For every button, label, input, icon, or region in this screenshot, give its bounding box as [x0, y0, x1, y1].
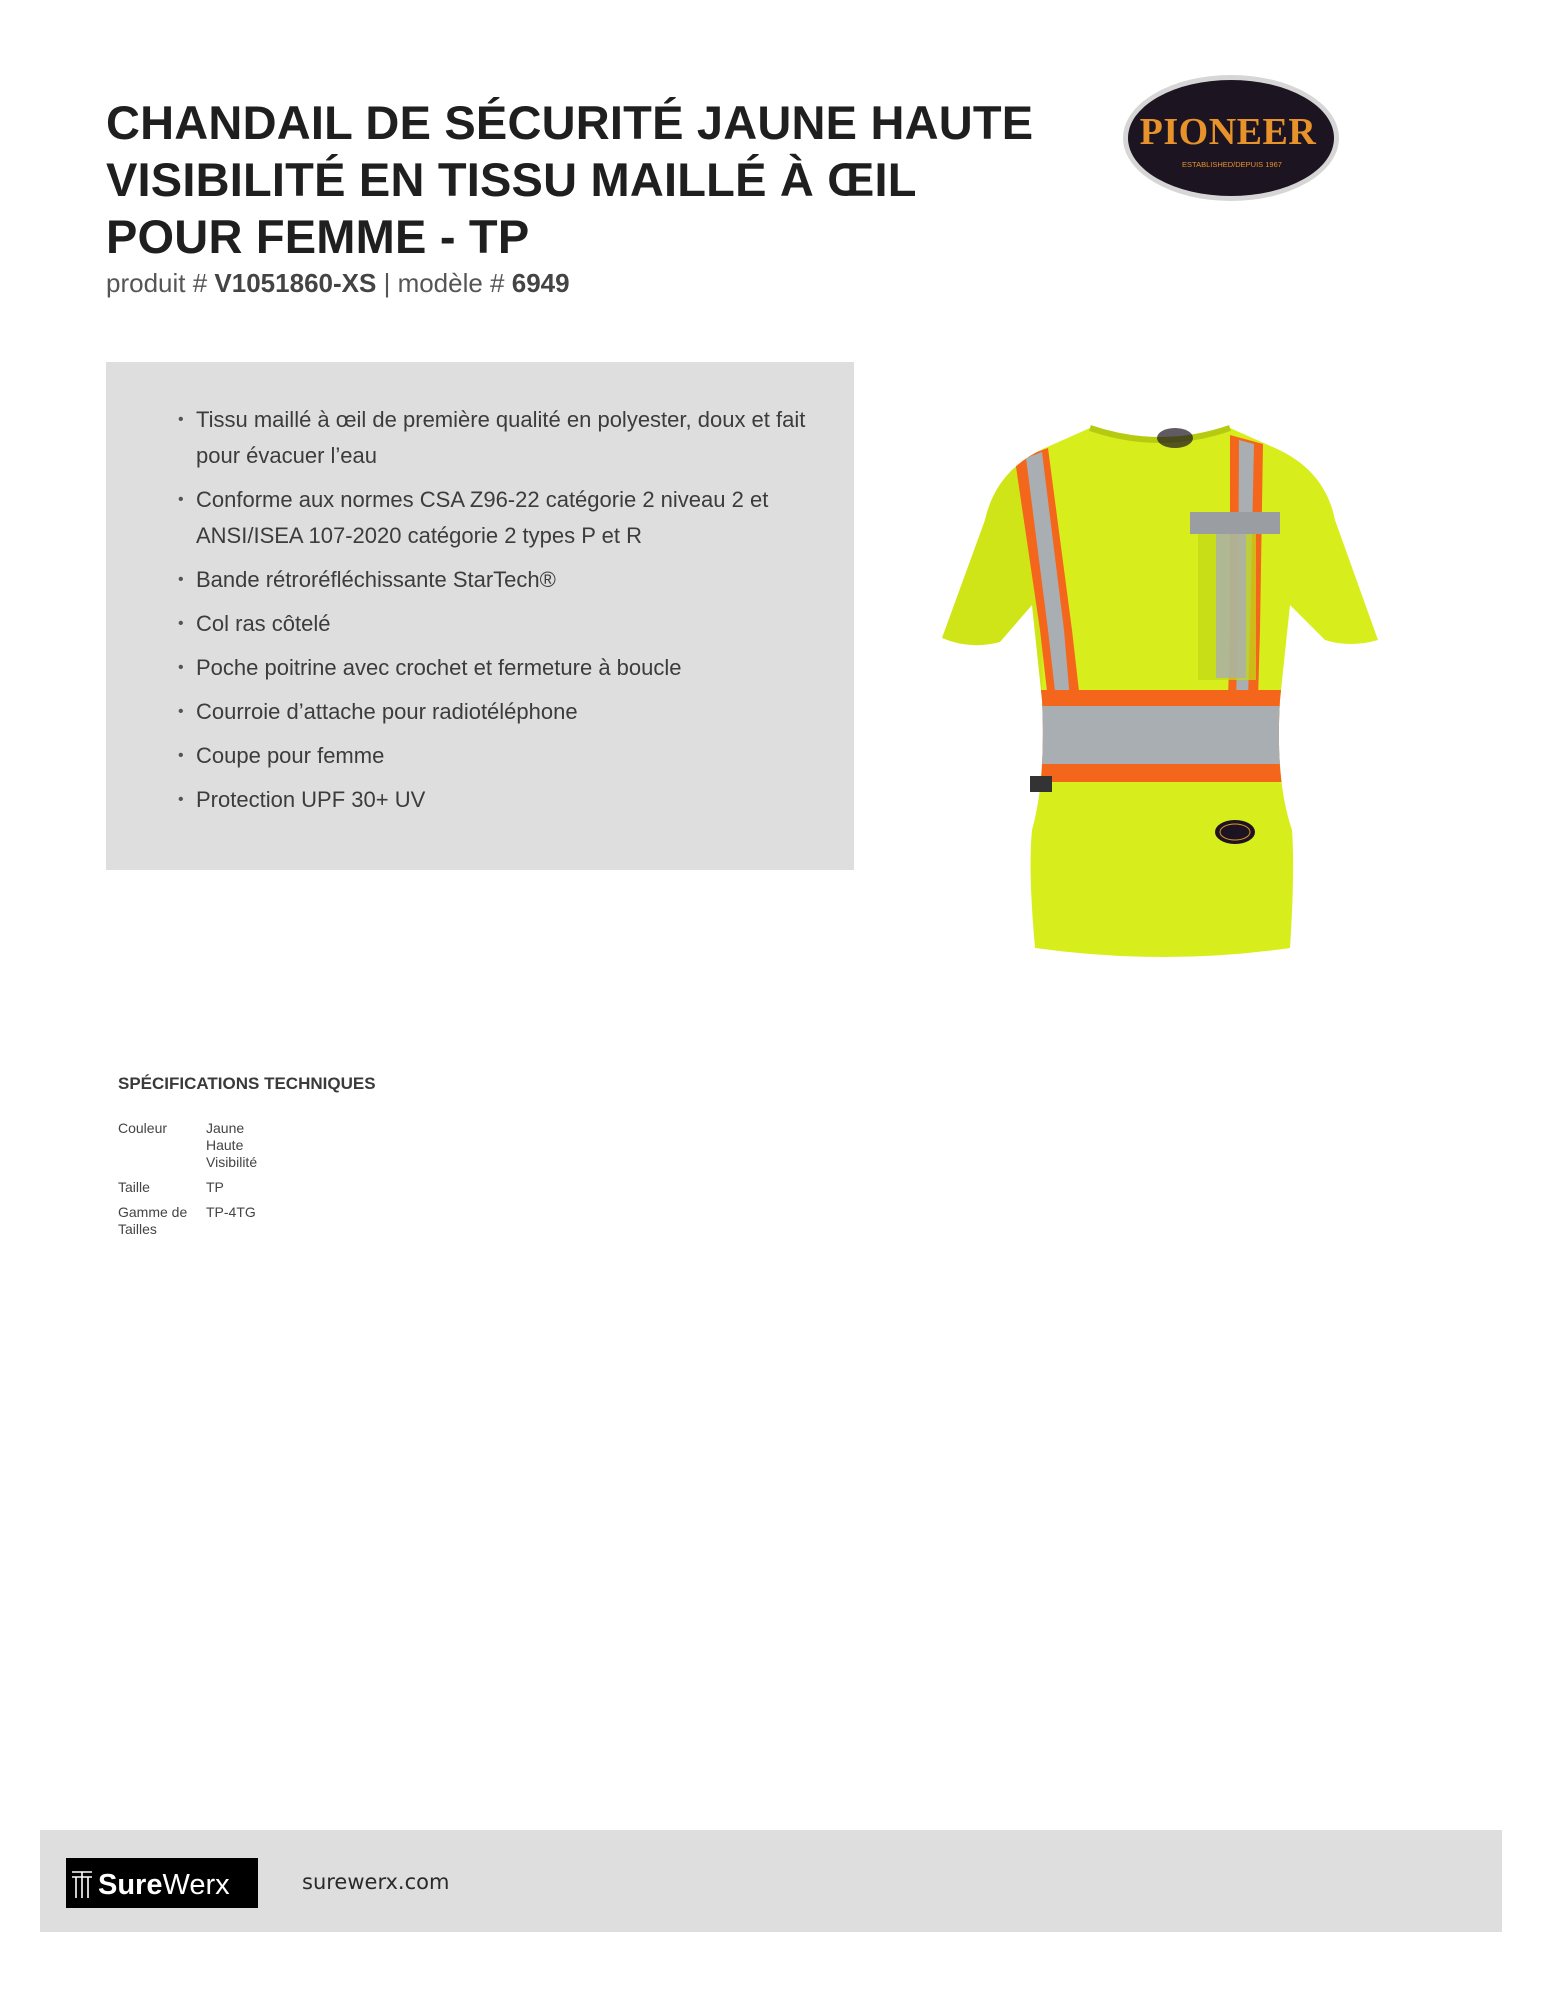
- spec-key: Taille: [118, 1179, 150, 1195]
- feature-item: • Courroie d’attache pour radiotéléphone: [178, 694, 818, 730]
- table-row: [118, 1120, 276, 1179]
- features-panel: [106, 362, 854, 870]
- feature-item: • Protection UPF 30+ UV: [178, 782, 818, 818]
- title-line-1: CHANDAIL DE SÉCURITÉ JAUNE HAUTE: [106, 96, 1034, 149]
- pioneer-logo: [1120, 72, 1342, 209]
- bullet-icon: •: [178, 747, 184, 764]
- feature-item: • Poche poitrine avec crochet et fermeture à boucle: [178, 650, 818, 686]
- feature-item: • Conforme aux normes CSA Z96-22 catégorie 2 niveau 2 et ANSI/ISEA 107-2020 catégorie 2 types P et R: [178, 482, 818, 554]
- surewerx-logo: [66, 1858, 258, 1913]
- feature-item: • Col ras côtelé: [178, 606, 818, 642]
- identifier-separator: |: [383, 268, 391, 298]
- bullet-icon: •: [178, 411, 184, 428]
- bullet-icon: •: [178, 571, 184, 588]
- table-row: [118, 1179, 276, 1204]
- title-line-3: POUR FEMME - TP: [106, 210, 530, 263]
- table-row: [118, 1204, 276, 1246]
- spec-value: TP: [206, 1179, 224, 1195]
- pioneer-logo-tagline: ESTABLISHED/DEPUIS 1967: [1182, 160, 1282, 169]
- bullet-icon: •: [178, 659, 184, 676]
- spec-value: TP-4TG: [206, 1204, 256, 1220]
- product-number: V1051860-XS: [214, 268, 377, 298]
- spec-key: Gamme de Tailles: [118, 1204, 188, 1237]
- spec-key: Couleur: [118, 1120, 168, 1136]
- side-tag: [1030, 776, 1052, 792]
- model-number: 6949: [511, 268, 570, 298]
- footer-url-link[interactable]: surewerx.com: [302, 1870, 450, 1894]
- page-footer: [40, 1830, 1502, 1932]
- product-identifiers: [106, 268, 570, 299]
- specs-table: [118, 1120, 276, 1246]
- specs-title: SPÉCIFICATIONS TECHNIQUES: [118, 1074, 376, 1093]
- surewerx-werx: Werx: [162, 1869, 230, 1901]
- svg-text:SureWerx: [98, 1869, 230, 1901]
- surewerx-sure: Sure: [98, 1869, 163, 1901]
- safety-tshirt-image: [930, 400, 1390, 985]
- bullet-icon: •: [178, 791, 184, 808]
- spec-value: Jaune Haute Visibilité: [206, 1120, 258, 1170]
- features-list: [178, 402, 818, 826]
- pioneer-logo-name: PIONEER: [1139, 111, 1317, 153]
- feature-item: • Tissu maillé à œil de première qualité en polyester, doux et fait pour évacuer l’eau: [178, 402, 818, 474]
- neck-label: [1157, 428, 1193, 448]
- title-line-2: VISIBILITÉ EN TISSU MAILLÉ À ŒIL: [106, 153, 917, 206]
- feature-item: • Coupe pour femme: [178, 738, 818, 774]
- bullet-icon: •: [178, 703, 184, 720]
- bullet-icon: •: [178, 491, 184, 508]
- product-title: [106, 94, 1086, 265]
- model-number-label: modèle #: [397, 268, 505, 298]
- product-number-label: produit #: [106, 268, 208, 298]
- feature-item: • Bande rétroréfléchissante StarTech®: [178, 562, 818, 598]
- bullet-icon: •: [178, 615, 184, 632]
